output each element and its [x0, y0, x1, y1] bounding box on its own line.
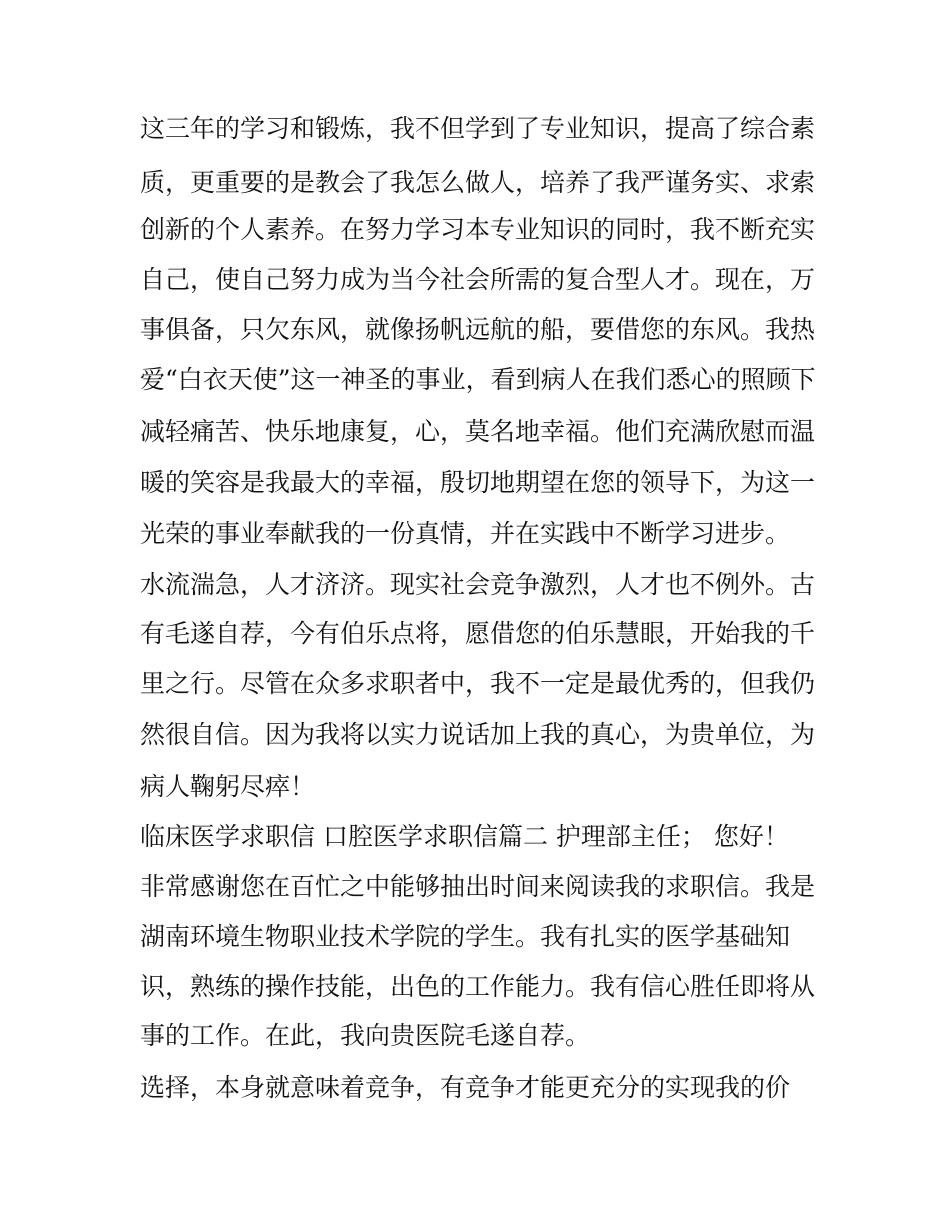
text-line: 识，熟练的操作技能，出色的工作能力。我有信心胜任即将从 [140, 972, 816, 1001]
text-line: 暖的笑容是我最大的幸福，殷切地期望在您的领导下，为这一 [140, 468, 816, 497]
text-line: 事俱备，只欠东风，就像扬帆远航的船，要借您的东风。我热 [140, 315, 816, 344]
text-line: 病人鞠躬尽瘁！ [140, 772, 316, 801]
text-line: 减轻痛苦、快乐地康复，心，莫名地幸福。他们充满欣慰而温 [140, 417, 816, 446]
text-line: 湖南环境生物职业技术学院的学生。我有扎实的医学基础知 [140, 922, 791, 951]
text-line: 临床医学求职信 口腔医学求职信篇二 护理部主任； 您好！ [140, 822, 789, 851]
text-line: 选择，本身就意味着竞争，有竞争才能更充分的实现我的价 [140, 1073, 791, 1102]
text-line: 水流湍急，人才济济。现实社会竞争激烈，人才也不例外。古 [140, 570, 816, 599]
text-line: 创新的个人素养。在努力学习本专业知识的同时，我不断充实 [140, 215, 816, 244]
text-line: 自己，使自己努力成为当今社会所需的复合型人才。现在，万 [140, 265, 816, 294]
text-line: 然很自信。因为我将以实力说话加上我的真心，为贵单位，为 [140, 720, 816, 749]
text-line: 有毛遂自荐，今有伯乐点将，愿借您的伯乐慧眼，开始我的千 [140, 619, 816, 648]
text-line: 光荣的事业奉献我的一份真情，并在实践中不断学习进步。 [140, 519, 791, 548]
text-line: 里之行。尽管在众多求职者中，我不一定是最优秀的，但我仍 [140, 669, 816, 698]
text-line: 爱“白衣天使”这一神圣的事业，看到病人在我们悉心的照顾下 [140, 365, 816, 394]
text-line: 非常感谢您在百忙之中能够抽出时间来阅读我的求职信。我是 [140, 872, 816, 901]
text-line: 这三年的学习和锻炼，我不但学到了专业知识，提高了综合素 [140, 114, 816, 143]
text-line: 事的工作。在此，我向贵医院毛遂自荐。 [140, 1021, 591, 1050]
text-line: 质，更重要的是教会了我怎么做人，培养了我严谨务实、求索 [140, 168, 816, 197]
